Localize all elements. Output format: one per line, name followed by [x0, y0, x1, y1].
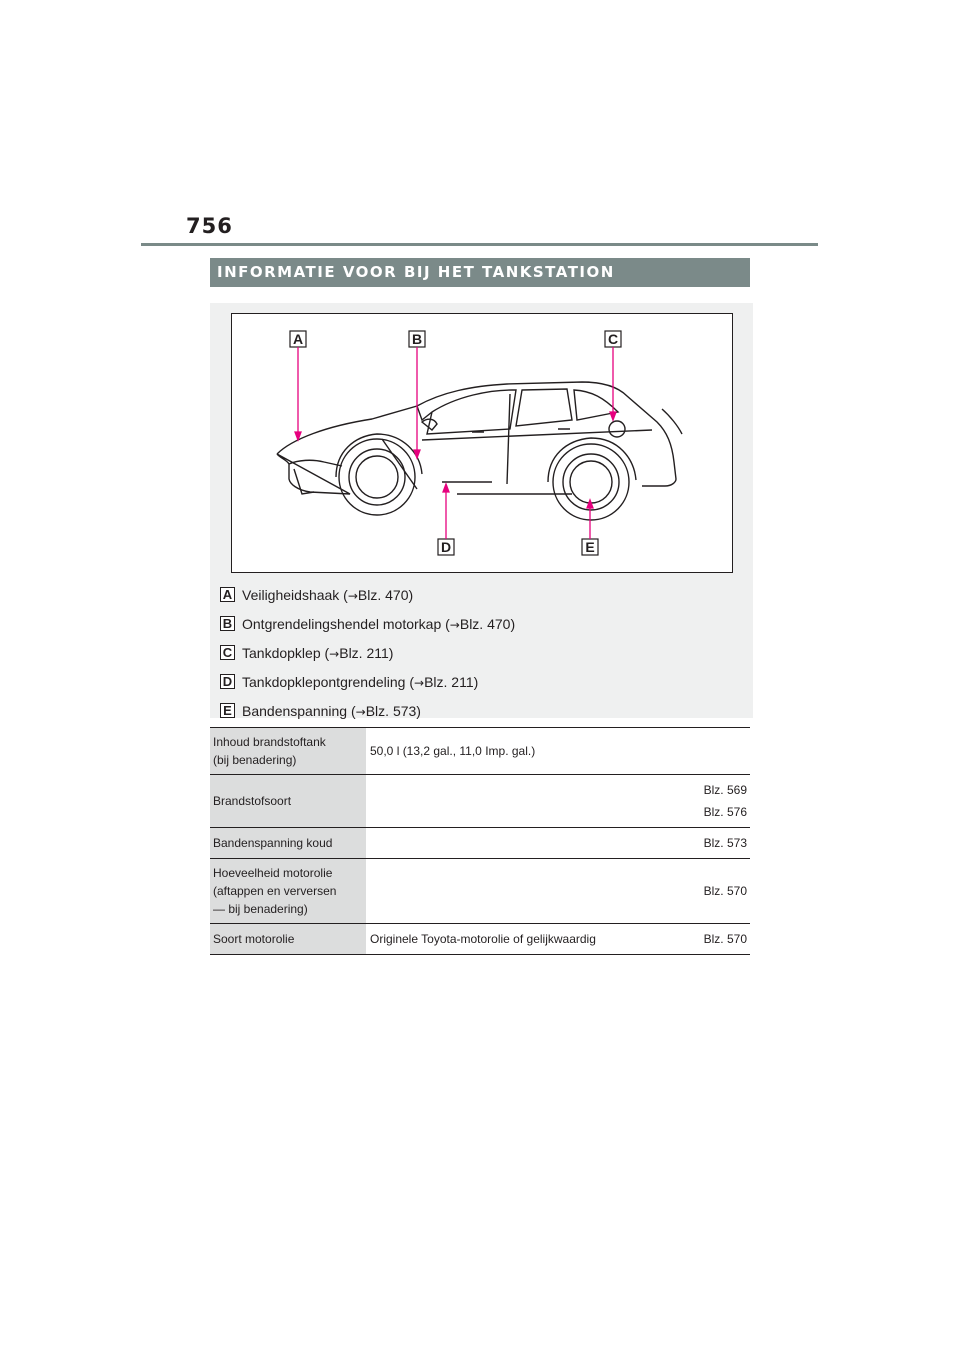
- legend-badge: C: [220, 645, 235, 660]
- legend-item-d: [220, 667, 720, 696]
- legend-text: Bandenspanning (→Blz. 573): [242, 702, 421, 719]
- table-row: [210, 859, 750, 924]
- row-value: [366, 775, 654, 828]
- row-value: [366, 859, 654, 924]
- legend-badge: A: [220, 587, 235, 602]
- legend-item-a: [220, 580, 720, 609]
- callout-b: B: [411, 331, 423, 347]
- row-refs: Blz. 573: [654, 828, 750, 859]
- table-row: [210, 775, 750, 828]
- callout-d: D: [440, 539, 452, 555]
- table-row: [210, 924, 750, 955]
- row-value: [366, 828, 654, 859]
- legend-item-b: [220, 609, 720, 638]
- row-refs: Blz. 570: [654, 859, 750, 924]
- legend-badge: E: [220, 703, 235, 718]
- legend-badge: B: [220, 616, 235, 631]
- callout-a: A: [292, 331, 304, 347]
- row-label: Bandenspanning koud: [210, 828, 366, 859]
- row-refs: Blz. 570: [654, 924, 750, 955]
- legend-item-e: [220, 696, 720, 725]
- legend-badge: D: [220, 674, 235, 689]
- row-label: Inhoud brandstoftank (bij benadering): [210, 728, 366, 775]
- table-row: [210, 728, 750, 775]
- row-label: Brandstofsoort: [210, 775, 366, 828]
- legend-text: Veiligheidshaak (→Blz. 470): [242, 586, 414, 603]
- row-refs: Blz. 569 Blz. 576: [654, 775, 750, 828]
- page-number: 756: [186, 214, 233, 238]
- row-label: Hoeveelheid motorolie (aftappen en verversen — bij benadering): [210, 859, 366, 924]
- callout-leaders: [295, 347, 616, 539]
- header-rule: [141, 243, 818, 246]
- legend-text: Tankdopklep (→Blz. 211): [242, 644, 394, 661]
- callout-c: C: [607, 331, 619, 347]
- row-label: Soort motorolie: [210, 924, 366, 955]
- car-diagram: [231, 313, 733, 573]
- fuel-info-table: [210, 727, 750, 955]
- row-value: Originele Toyota-motorolie of gelijkwaardig: [366, 924, 654, 955]
- legend-text: Tankdopklepontgrendeling (→Blz. 211): [242, 673, 479, 690]
- row-value: 50,0 l (13,2 gal., 11,0 Imp. gal.): [366, 728, 750, 775]
- callout-e: E: [585, 539, 595, 555]
- legend-text: Ontgrendelingshendel motorkap (→Blz. 470): [242, 615, 516, 632]
- car-outline: [277, 382, 682, 520]
- legend-item-c: [220, 638, 720, 667]
- table-row: [210, 828, 750, 859]
- section-title: INFORMATIE VOOR BIJ HET TANKSTATION: [210, 258, 750, 287]
- callout-legend: [220, 580, 720, 725]
- car-illustration: [232, 314, 734, 574]
